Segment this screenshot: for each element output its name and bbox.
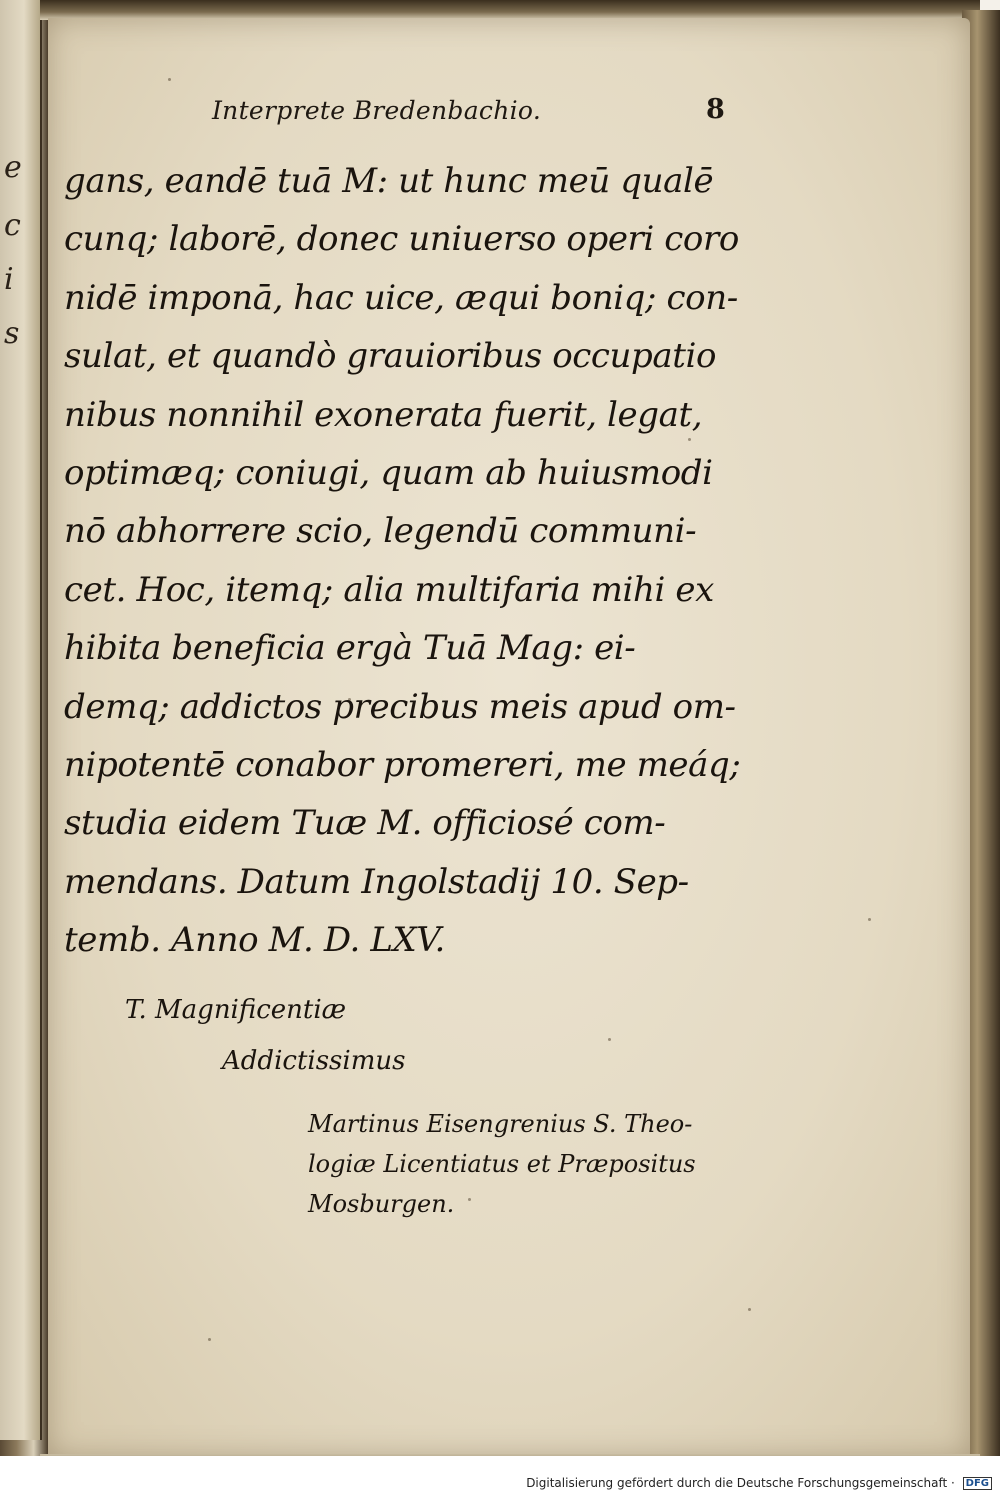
text-line: mendans. Datum Ingolstadij 10. Sep- [64, 861, 689, 902]
author-line: Mosburgen. [308, 1190, 455, 1218]
facing-page-fragment: e [4, 150, 22, 185]
facing-page-edge [0, 0, 42, 1440]
text-line: gans, eandē tuā M: ut hunc meū qualē [64, 161, 714, 201]
text-line: demq; addictos precibus meis apud om- [64, 686, 736, 727]
funding-credit-text: Digitalisierung gefördert durch die Deutsche Forschungsgemeinschaft · [526, 1476, 955, 1490]
signature-author [308, 1104, 696, 1224]
text-line: hibita beneficia ergà Tuā Mag: ei- [64, 628, 636, 669]
facing-page-fragment: s [4, 316, 20, 351]
text-line: nō abhorrere scio, legendū communi- [64, 511, 697, 552]
signature-closing: Addictissimus [222, 1046, 406, 1076]
author-line: Martinus Eisengrenius S. Theo- [308, 1110, 693, 1138]
text-line: studia eidem Tuæ M. officiosé com- [64, 803, 666, 844]
facing-page-fragment: i [4, 262, 14, 297]
dfg-logo: DFG [963, 1477, 992, 1490]
facing-page-fragment: c [4, 208, 21, 243]
text-line: nibus nonnihil exonerata fuerit, legat, [64, 394, 703, 435]
text-line: optimæq; coniugi, quam ab huiusmodi [64, 452, 713, 493]
page-number: 8 [706, 94, 725, 125]
signature-salutation: T. Magnificentiæ [125, 995, 347, 1025]
text-line: temb. Anno M. D. LXV. [64, 920, 445, 961]
funding-credit [526, 1476, 992, 1490]
text-line: cet. Hoc, itemq; alia multifaria mihi ex [64, 569, 714, 610]
text-line: nidē imponā, hac uice, æqui boniq; con- [64, 277, 738, 318]
running-head: Interprete Bredenbachio. [212, 96, 542, 125]
text-line: sulat, et quandò grauioribus occupatio [64, 336, 717, 377]
text-line: cunq; laborē, donec uniuerso operi coro [64, 219, 739, 260]
top-book-edge [40, 0, 980, 20]
author-line: logiæ Licentiatus et Præpositus [308, 1150, 696, 1178]
text-line: nipotentē conabor promereri, me meáq; [64, 744, 741, 785]
body-text [64, 152, 744, 969]
